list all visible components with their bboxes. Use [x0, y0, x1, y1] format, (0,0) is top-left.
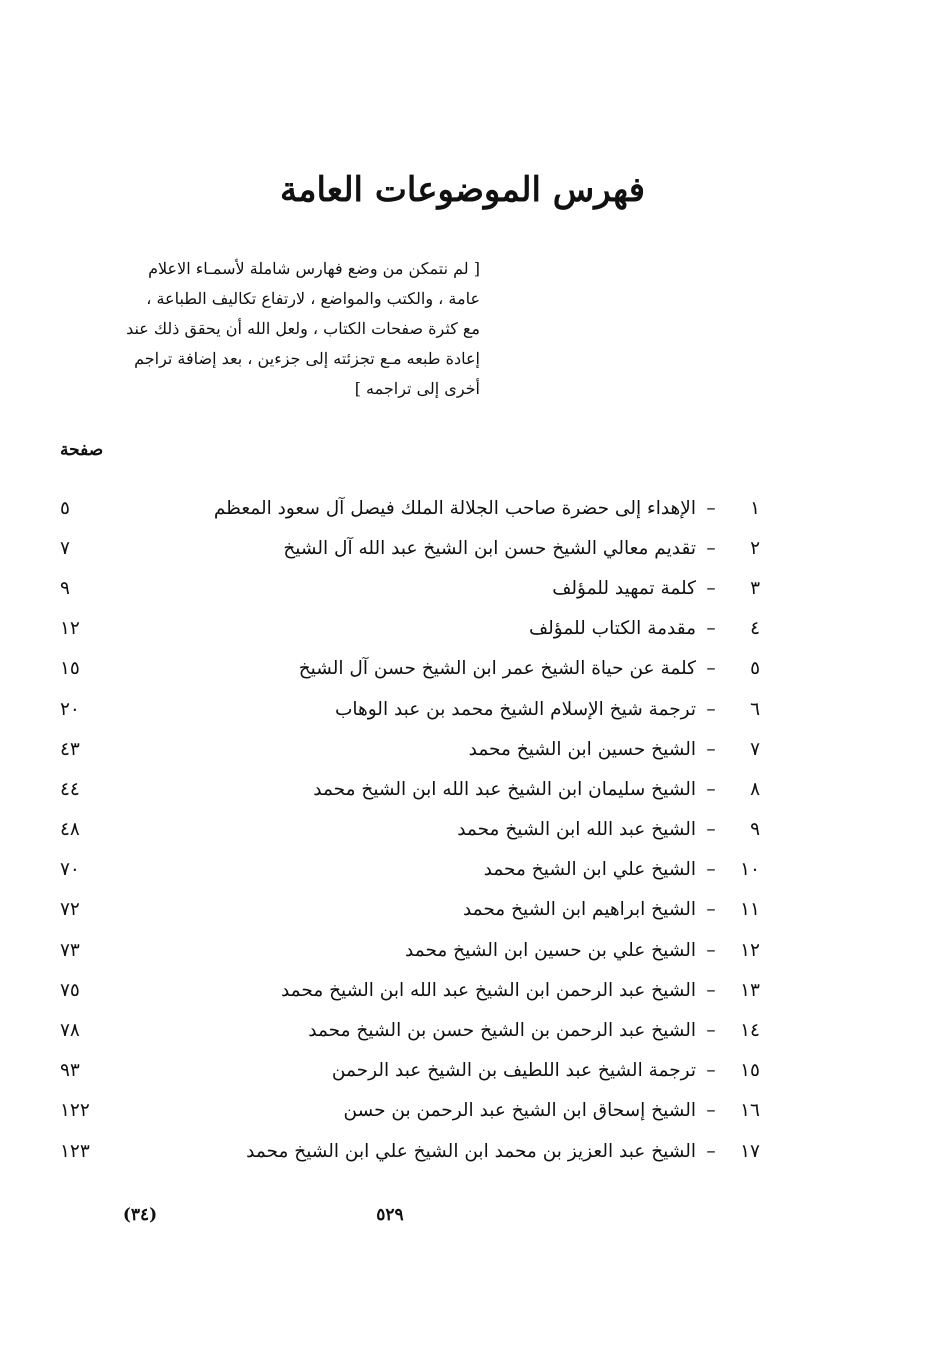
toc-entry-number: ١ [750, 497, 760, 519]
note-line: مع كثرة صفحات الكتاب ، ولعل الله أن يحقق ذلك عند [126, 319, 480, 338]
toc-entry-title: الشيخ ابراهيم ابن الشيخ محمد [462, 899, 696, 921]
page-title: فهرس الموضوعات العامة [280, 170, 645, 210]
toc-dash: – [706, 778, 716, 800]
toc-entry-number: ٦ [750, 698, 760, 720]
toc-entry-title: الشيخ عبد الرحمن بن الشيخ حسن بن الشيخ محمد [308, 1020, 696, 1042]
toc-entry-number: ١١ [740, 899, 760, 921]
toc-entry-title: كلمة تمهيد للمؤلف [552, 577, 696, 599]
toc-row [60, 568, 760, 608]
toc-entry-page: ١٥ [60, 658, 80, 680]
toc-entry-page: ٩ [60, 577, 70, 599]
toc-entry-number: ١٥ [740, 1060, 760, 1082]
toc-entry-page: ٤٣ [60, 738, 80, 760]
toc-row [60, 1131, 760, 1171]
signature-mark: (٣٤) [122, 1205, 158, 1225]
toc-entry-number: ٨ [750, 778, 760, 800]
toc-dash: – [706, 497, 716, 519]
toc-entry-page: ١٢٢ [60, 1100, 90, 1122]
toc-entry-number: ٩ [750, 819, 760, 841]
toc-dash: – [706, 1020, 716, 1042]
toc-entry-title: الإهداء إلى حضرة صاحب الجلالة الملك فيصل آل سعود المعظم [213, 497, 696, 519]
toc-dash: – [706, 658, 716, 680]
toc-entry-title: الشيخ عبد العزيز بن محمد ابن الشيخ علي ابن الشيخ محمد [246, 1140, 696, 1162]
note-line: إعادة طبعه مـع تجزئته إلى جزءين ، بعد إضافة تراجم [134, 349, 480, 368]
toc-row [60, 729, 760, 769]
toc-row [60, 850, 760, 890]
toc-dash: – [706, 979, 716, 1001]
toc-row [60, 1091, 760, 1131]
toc-dash: – [706, 859, 716, 881]
note-line: عامة ، والكتب والمواضع ، لارتفاع تكاليف الطباعة ، [146, 289, 480, 308]
toc-row [60, 810, 760, 850]
toc-entry-number: ٧ [750, 738, 760, 760]
toc-entry-title: الشيخ عبد الرحمن ابن الشيخ عبد الله ابن الشيخ محمد [280, 979, 696, 1001]
toc-entry-page: ٤٨ [60, 819, 80, 841]
toc-entry-title: مقدمة الكتاب للمؤلف [529, 618, 696, 640]
toc-entry-page: ٧٣ [60, 939, 80, 961]
toc-dash: – [706, 899, 716, 921]
table-of-contents [60, 488, 760, 1171]
toc-row [60, 488, 760, 528]
toc-dash: – [706, 939, 716, 961]
toc-entry-page: ٩٣ [60, 1060, 80, 1082]
toc-entry-number: ٣ [750, 577, 760, 599]
toc-dash: – [706, 698, 716, 720]
toc-row [60, 609, 760, 649]
toc-row [60, 1051, 760, 1091]
toc-dash: – [706, 1100, 716, 1122]
toc-entry-title: كلمة عن حياة الشيخ عمر ابن الشيخ حسن آل الشيخ [298, 658, 696, 680]
toc-entry-page: ٢٠ [60, 698, 80, 720]
toc-entry-title: ترجمة شيخ الإسلام الشيخ محمد بن عبد الوهاب [334, 698, 696, 720]
page-number: ٥٢٩ [376, 1205, 404, 1225]
toc-entry-number: ١٤ [740, 1020, 760, 1042]
toc-row [60, 970, 760, 1010]
toc-entry-page: ٧٢ [60, 899, 80, 921]
toc-entry-title: الشيخ عبد الله ابن الشيخ محمد [457, 819, 696, 841]
note-line: أخرى إلى تراجمه ] [354, 379, 480, 398]
toc-entry-title: ترجمة الشيخ عبد اللطيف بن الشيخ عبد الرحمن [331, 1060, 696, 1082]
toc-entry-title: الشيخ حسين ابن الشيخ محمد [468, 738, 696, 760]
toc-entry-number: ٤ [750, 618, 760, 640]
toc-dash: – [706, 577, 716, 599]
toc-entry-number: ١٠ [740, 859, 760, 881]
editorial-note [70, 254, 480, 404]
toc-entry-title: الشيخ علي بن حسين ابن الشيخ محمد [405, 939, 696, 961]
toc-dash: – [706, 738, 716, 760]
toc-entry-title: الشيخ سليمان ابن الشيخ عبد الله ابن الشيخ محمد [313, 778, 696, 800]
toc-entry-page: ٧٥ [60, 979, 80, 1001]
toc-row [60, 1010, 760, 1050]
toc-dash: – [706, 618, 716, 640]
toc-entry-page: ٧٨ [60, 1020, 80, 1042]
toc-entry-page: ٧ [60, 537, 70, 559]
toc-dash: – [706, 1060, 716, 1082]
toc-entry-number: ١٧ [740, 1140, 760, 1162]
toc-entry-title: الشيخ إسحاق ابن الشيخ عبد الرحمن بن حسن [343, 1100, 696, 1122]
toc-dash: – [706, 1140, 716, 1162]
toc-entry-title: الشيخ علي ابن الشيخ محمد [483, 859, 696, 881]
toc-dash: – [706, 537, 716, 559]
page-column-label: صفحة [60, 440, 104, 460]
toc-dash: – [706, 819, 716, 841]
toc-entry-number: ١٣ [740, 979, 760, 1001]
toc-entry-number: ١٢ [740, 939, 760, 961]
toc-entry-title: تقديم معالي الشيخ حسن ابن الشيخ عبد الله آل الشيخ [283, 537, 696, 559]
toc-entry-page: ٤٤ [60, 778, 80, 800]
toc-entry-page: ١٢ [60, 618, 80, 640]
toc-row [60, 769, 760, 809]
toc-entry-page: ٥ [60, 497, 70, 519]
toc-entry-number: ١٦ [740, 1100, 760, 1122]
toc-entry-number: ٢ [750, 537, 760, 559]
toc-row [60, 689, 760, 729]
toc-row [60, 930, 760, 970]
toc-entry-page: ٧٠ [60, 859, 80, 881]
toc-entry-number: ٥ [750, 658, 760, 680]
toc-row [60, 649, 760, 689]
note-line: [ لم نتمكن من وضع فهارس شاملة لأسمـاء الاعلام [148, 259, 480, 278]
toc-entry-page: ١٢٣ [60, 1140, 90, 1162]
toc-row [60, 528, 760, 568]
toc-row [60, 890, 760, 930]
